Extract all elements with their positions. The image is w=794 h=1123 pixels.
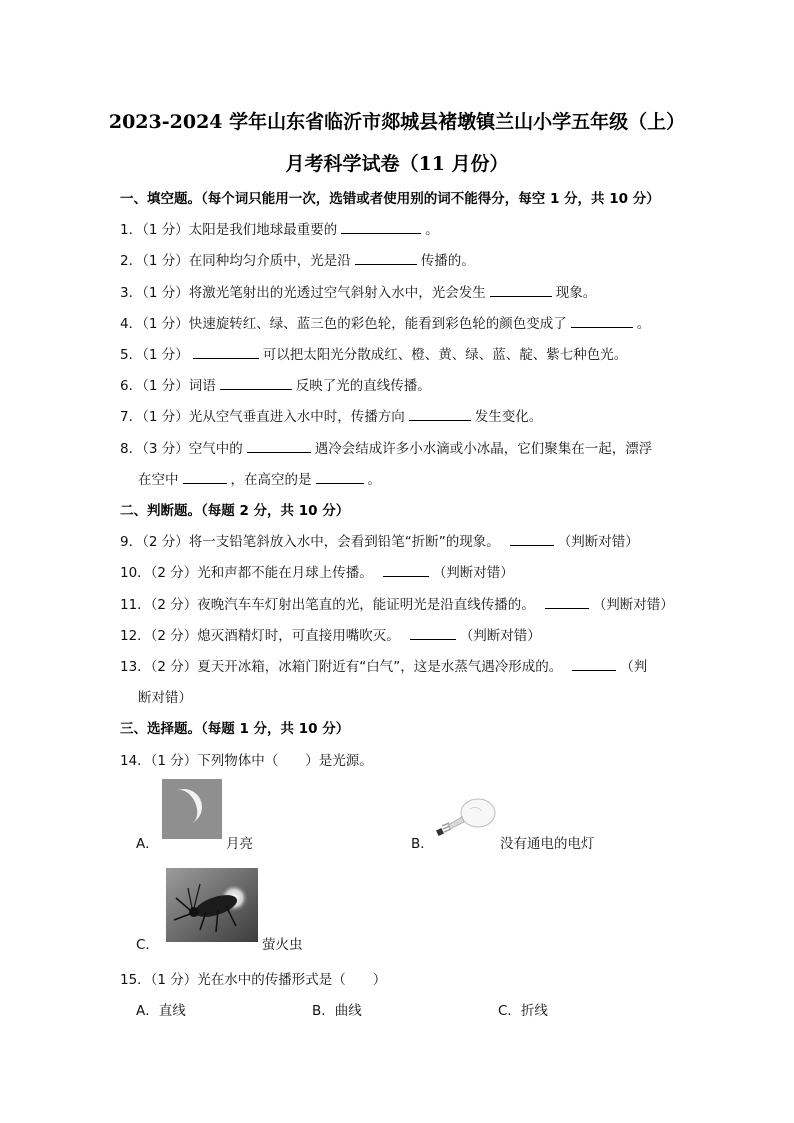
question-8-text: 8．（3 分）空气中的	[120, 441, 243, 457]
answer-blank	[409, 408, 471, 421]
question-5-text: 5．（1 分）	[120, 347, 189, 363]
answer-blank	[490, 284, 552, 297]
question-4	[120, 312, 650, 332]
answer-blank	[316, 471, 364, 484]
answer-blank	[410, 627, 456, 640]
question-7	[120, 405, 542, 425]
question-8-text-4: ，在高空的是	[230, 472, 312, 488]
question-8-tail: 。	[367, 472, 381, 488]
question-13-continued: 断对错）	[138, 690, 192, 706]
question-8-text-3: 在空中	[138, 472, 179, 488]
answer-blank	[183, 471, 227, 484]
question-14-option-a-letter: A．	[136, 836, 159, 852]
question-9	[120, 530, 639, 550]
exam-title-line1: 2023-2024 学年山东省临沂市郯城县褚墩镇兰山小学五年级（上）	[108, 111, 686, 133]
question-2-tail: 传播的。	[420, 253, 475, 269]
question-8-text-2: 遇冷会结成许多小水滴或小冰晶，它们聚集在一起，漂浮	[314, 441, 653, 457]
question-6-text: 6．（1 分）词语	[120, 378, 216, 394]
exam-title-line2: 月考科学试卷（11 月份）	[285, 153, 509, 175]
question-8	[120, 437, 652, 457]
question-1	[120, 218, 439, 238]
question-15-stem: 15．（1 分）光在水中的传播形式是（ ）	[120, 972, 387, 988]
moon-image	[162, 779, 222, 839]
answer-blank	[571, 315, 633, 328]
question-8-continued	[138, 468, 381, 488]
question-13	[120, 655, 647, 675]
question-10-tail: （判断对错）	[432, 565, 514, 581]
question-10-text: 10．（2 分）光和声都不能在月球上传播。	[120, 565, 373, 581]
question-4-tail: 。	[636, 316, 651, 332]
question-14-option-c-letter: C．	[136, 937, 159, 953]
answer-blank	[341, 221, 421, 234]
question-3-tail: 现象。	[555, 285, 597, 301]
question-12-tail: （判断对错）	[459, 628, 541, 644]
answer-blank	[383, 564, 429, 577]
answer-blank	[193, 346, 259, 359]
question-5-tail: 可以把太阳光分散成红、橙、黄、绿、蓝、靛、紫七种色光。	[262, 347, 628, 363]
section3-heading: 三、选择题。（每题 1 分，共 10 分）	[120, 721, 350, 737]
question-2-text: 2．（1 分）在同种均匀介质中，光是沿	[120, 253, 351, 269]
question-14-option-b-label: 没有通电的电灯	[500, 836, 595, 852]
question-1-tail: 。	[425, 222, 439, 238]
question-2	[120, 249, 475, 269]
question-15-option-c: C．折线	[498, 1003, 548, 1019]
question-14-option-c-label: 萤火虫	[262, 937, 303, 953]
question-13-tail: （判	[620, 659, 648, 675]
answer-blank	[355, 252, 417, 265]
question-12	[120, 624, 541, 644]
question-14-option-a-label: 月亮	[226, 836, 253, 852]
firefly-icon	[166, 868, 258, 942]
section2-heading: 二、判断题。（每题 2 分，共 10 分）	[120, 503, 350, 519]
answer-blank	[220, 377, 292, 390]
question-11	[120, 593, 674, 613]
question-13-text: 13．（2 分）夏天开冰箱，冰箱门附近有“白气”，这是水蒸气遇冷形成的。	[120, 659, 563, 675]
question-3	[120, 281, 596, 301]
question-11-tail: （判断对错）	[592, 597, 674, 613]
question-6-tail: 反映了光的直线传播。	[295, 378, 431, 394]
question-14-stem: 14．（1 分）下列物体中（ ）是光源。	[120, 753, 373, 769]
answer-blank	[572, 658, 616, 671]
question-6	[120, 374, 431, 394]
answer-blank	[247, 440, 311, 453]
question-10	[120, 561, 514, 581]
question-4-text: 4．（1 分）快速旋转红、绿、蓝三色的彩色轮，能看到彩色轮的颜色变成了	[120, 316, 567, 332]
question-7-tail: 发生变化。	[474, 409, 543, 425]
question-11-text: 11．（2 分）夜晚汽车车灯射出笔直的光，能证明光是沿直线传播的。	[120, 597, 535, 613]
question-12-text: 12．（2 分）熄灭酒精灯时，可直接用嘴吹灭。	[120, 628, 400, 644]
light-bulb-image	[434, 795, 498, 839]
question-15-option-a: A．直线	[136, 1003, 186, 1019]
section1-heading: 一、填空题。（每个词只能用一次，选错或者使用别的词不能得分，每空 1 分，共 10 分）	[120, 191, 660, 207]
question-9-text: 9．（2 分）将一支铅笔斜放入水中，会看到铅笔“折断”的现象。	[120, 534, 500, 550]
moon-icon	[162, 779, 222, 839]
firefly-image	[166, 868, 258, 942]
question-7-text: 7．（1 分）光从空气垂直进入水中时，传播方向	[120, 409, 405, 425]
question-15-option-b: B．曲线	[312, 1003, 362, 1019]
question-5	[120, 343, 627, 363]
question-1-text: 1．（1 分）太阳是我们地球最重要的	[120, 222, 338, 238]
question-3-text: 3．（1 分）将激光笔射出的光透过空气斜射入水中，光会发生	[120, 285, 486, 301]
answer-blank	[545, 596, 589, 609]
question-14-option-b-letter: B．	[411, 836, 434, 852]
light-bulb-icon	[434, 795, 498, 839]
question-9-tail: （判断对错）	[557, 534, 639, 550]
answer-blank	[510, 533, 554, 546]
